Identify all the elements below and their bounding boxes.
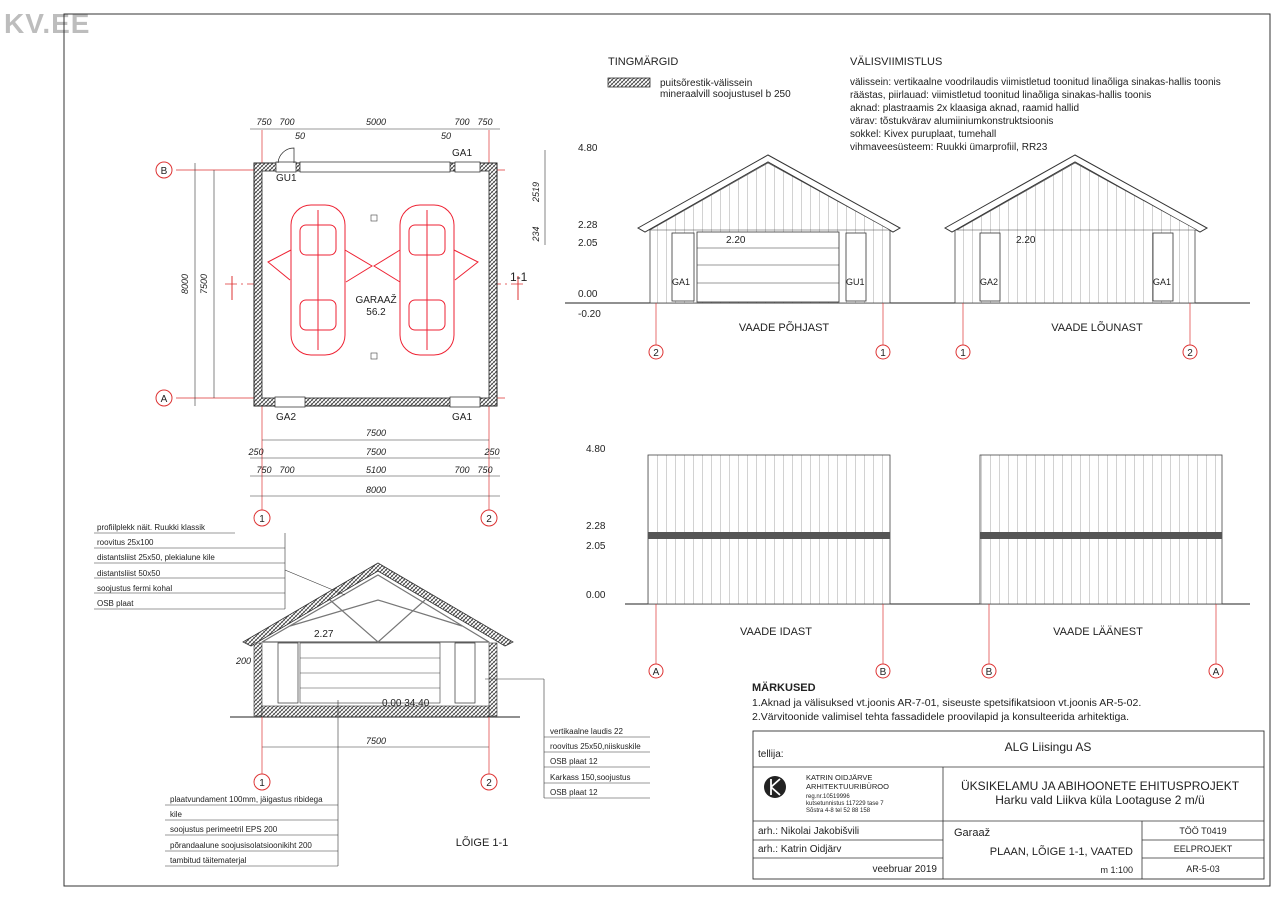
dim-text: 750 [256,117,272,127]
axis-label: B [879,667,887,678]
dim-text: 250 [248,447,264,457]
notes-heading: MÄRKUSED [752,682,816,694]
level-mark: 2.05 [578,238,598,249]
room-name: GARAAŽ [355,295,397,306]
dim-text: 5100 [365,465,387,475]
scale: m 1:100 [1100,865,1133,875]
client-label: tellija: [758,749,784,760]
title-block [753,731,1264,879]
axis-label: 1 [960,348,966,359]
layer-label: tambitud täitematerjal [170,856,247,865]
dim-text: 7500 [365,736,387,746]
architect-1: arh.: Nikolai Jakobišvili [758,826,860,837]
axis-label: 2 [486,778,492,789]
layer-label: kile [170,810,183,819]
section-title: LÕIGE 1-1 [455,837,509,849]
axis-label: 1 [880,348,886,359]
finish-line: aknad: plastraamis 2x klaasiga aknad, raamid hallid [850,103,1080,114]
finish-line: värav: tõstukvärav alumiiniumkonstruktsioonis [850,116,1054,127]
wall-layers-callout [485,679,650,798]
legend [608,56,791,100]
layer-label: soojustus fermi kohal [97,584,173,593]
layer-label: OSB plaat 12 [550,788,598,797]
door-label-gu1: GU1 [276,173,297,184]
level-mark: 0.00 [578,289,598,300]
layer-label: distantsliist 25x50, plekialune kile [97,553,215,562]
hatch-swatch [608,78,650,87]
issue-date: veebruar 2019 [872,864,937,875]
axis-a: A [160,394,168,405]
level-mark: 2.28 [586,521,606,532]
dim-text: 8000 [365,485,387,495]
level-mark: 2.27 [314,629,334,640]
view-title: VAADE PÕHJAST [738,322,830,334]
layer-label: soojustus perimeetril EPS 200 [170,825,278,834]
dim-text: 234 [531,226,541,242]
axis-b: B [160,166,168,177]
sheet-number: AR-5-03 [1186,864,1220,874]
opening-label: GA2 [980,277,999,287]
legend-hatch-line2: mineraalvill soojustusel b 250 [660,89,791,100]
architect-2: arh.: Katrin Oidjärv [758,844,842,855]
level-mark: 2.20 [1016,235,1036,246]
layer-label: roovitus 25x100 [97,538,154,547]
dim-text: 750 [256,465,272,475]
level-mark: 0.00 34.40 [382,698,430,709]
layer-label: OSB plaat [97,599,134,608]
section-1-1 [230,563,520,849]
elevation-west [980,455,1223,678]
view-title: VAADE IDAST [740,626,812,638]
notes [752,681,1141,723]
axis-label: 2 [1187,348,1193,359]
dim-text: 700 [279,117,295,127]
firm-name: ARHITEKTUURIBÜROO [806,782,889,791]
view-title: VAADE LÕUNAST [1051,322,1143,334]
sheet-title: PLAAN, LÕIGE 1-1, VAATED [989,846,1133,858]
view-title: VAADE LÄÄNEST [1053,626,1143,638]
layer-label: profiilplekk näit. Ruukki klassik [97,523,206,532]
note-item: 1.Aknad ja välisuksed vt.joonis AR-7-01, siseuste spetsifikatsioon vt.joonis AR-5-02. [752,697,1142,709]
finish-line: sokkel: Kivex puruplaat, tumehall [850,129,997,140]
level-mark: 2.20 [726,235,746,246]
client-name: ALG Liisingu AS [1004,740,1092,754]
axis-label: 2 [653,348,659,359]
level-mark: 4.80 [586,444,606,455]
firm-detail: reg.nr.10519996 [806,794,850,800]
dim-text: 200 [236,656,252,666]
finish-line: välissein: vertikaalne voodrilaudis viimistletud toonitud linaõliga sinakas-hallis toonis [850,77,1221,88]
dim-text: 50 [440,131,452,141]
level-mark: -0.20 [578,309,601,320]
layer-label: põrandaalune soojusisolatsioonikiht 200 [170,841,312,850]
layer-label: roovitus 25x50,niiskuskile [550,742,641,751]
layer-label: plaatvundament 100mm, jäigastus ribidega [170,795,323,804]
window-label-ga2: GA2 [276,412,297,423]
dim-text: 750 [477,465,493,475]
dim-text: 5000 [365,117,387,127]
layer-label: OSB plaat 12 [550,757,598,766]
layer-label: vertikaalne laudis 22 [550,727,623,736]
elevation-south [945,155,1207,359]
work-number: TÖÖ T0419 [1179,826,1227,836]
dim-text: 750 [477,117,493,127]
dim-text: 250 [484,447,500,457]
firm-logo-icon [764,776,786,798]
firm-name: KATRIN OIDJÄRVE [806,773,873,782]
axis-label: A [652,667,660,678]
level-mark: 0.00 [586,590,606,601]
floor-plan [156,117,545,526]
finish-spec [850,56,1221,153]
dim-text: 8000 [180,273,190,295]
window-label-ga1-bottom: GA1 [452,412,473,423]
layer-label: Karkass 150,soojustus [550,773,631,782]
opening-label: GA1 [1153,277,1172,287]
finish-line: vihmaveesüsteem: Ruukki ümarprofiil, RR23 [850,142,1048,153]
opening-label: GU1 [846,277,865,287]
dim-text: 50 [294,131,306,141]
axis-1: 1 [259,514,265,525]
dim-text: 700 [454,465,470,475]
level-mark: 4.80 [578,143,598,154]
axis-label: B [985,667,993,678]
legend-hatch-line1: puitsõrestik-välissein [660,78,753,89]
firm-detail: kutsetunnistus 117229 tase 7 [806,801,884,807]
elevation-north [638,155,900,359]
opening-label: GA1 [672,277,691,287]
object-name: Garaaž [954,827,991,839]
room-area: 56.2 [366,307,386,318]
note-item: 2.Värvitoonide valimisel tehta fassadidele proovilapid ja konsulteerida arhitektiga. [752,711,1130,723]
roof-layers-callout [94,523,345,609]
dim-text: 700 [279,465,295,475]
project-stage: EELPROJEKT [1173,844,1233,854]
dim-text: 700 [454,117,470,127]
layer-label: distantsliist 50x50 [97,569,161,578]
dim-text: 2519 [531,181,541,203]
floor-layers-callout [165,700,338,866]
section-mark: 1-1 [510,270,528,284]
project-address: Harku vald Liikva küla Lootaguse 2 m/ü [995,793,1205,807]
finish-heading: VÄLISVIIMISTLUS [850,56,943,68]
legend-heading: TINGMÄRGID [608,56,679,68]
elevation-east [648,455,890,678]
dim-text: 7500 [199,273,209,295]
dim-text: 7500 [365,428,387,438]
finish-line: räästas, piirlauad: viimistletud toonitud linaõliga sinakas-hallis toonis [850,90,1152,101]
watermark-logo: KV.EE [4,8,91,39]
axis-2: 2 [486,514,492,525]
project-title: ÜKSIKELAMU JA ABIHOONETE EHITUSPROJEKT [960,779,1240,793]
axis-label: A [1212,667,1220,678]
level-mark: 2.28 [578,220,598,231]
level-mark: 2.05 [586,541,606,552]
firm-detail: Sõstra 4-8 tel 52 88 158 [806,808,871,814]
window-label-ga1-top: GA1 [452,148,473,159]
room-interior [262,171,489,398]
dim-text: 7500 [365,447,387,457]
axis-label: 1 [259,778,265,789]
